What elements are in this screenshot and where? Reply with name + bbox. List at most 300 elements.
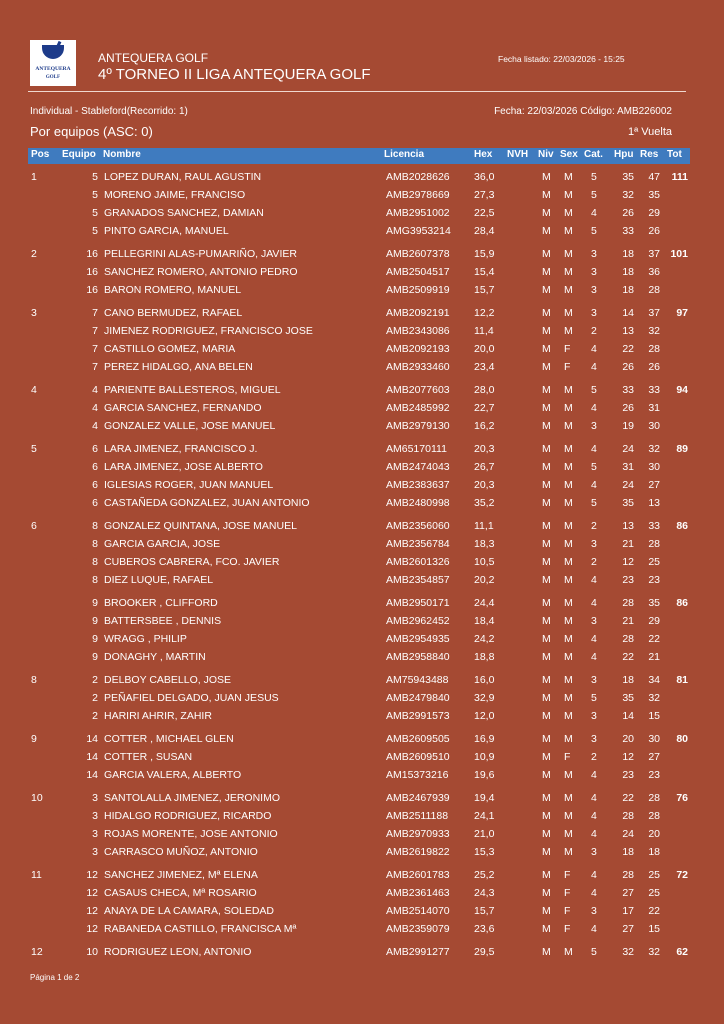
cell-lic: AMB2383637 (386, 479, 450, 491)
cell-team: 5 (92, 225, 98, 238)
cell-niv: M (542, 497, 551, 510)
table-row (28, 341, 690, 359)
cell-res: 22 (648, 904, 660, 917)
cell-team: 4 (92, 402, 98, 414)
cell-sex: M (564, 306, 573, 319)
cell-team: 9 (92, 596, 98, 609)
date-code: Fecha: 22/03/2026 Código: AMB226002 (494, 106, 672, 117)
cell-hpu: 12 (622, 556, 634, 568)
cell-cat: 4 (591, 361, 597, 374)
cell-res: 31 (648, 402, 660, 414)
cell-cat: 3 (591, 248, 597, 260)
cell-sex: F (564, 904, 571, 917)
cell-niv: M (542, 460, 551, 473)
cell-sex: F (564, 922, 571, 935)
cell-hpu: 28 (622, 596, 634, 609)
cell-niv: M (542, 361, 551, 374)
cell-name: RABANEDA CASTILLO, FRANCISCA Mª (104, 922, 297, 935)
page-number: Página 1 de 2 (30, 973, 80, 982)
cell-niv: M (542, 420, 551, 433)
table-row (28, 885, 690, 903)
cell-name: COTTER , MICHAEL GLEN (104, 732, 234, 745)
cell-hex: 18,3 (474, 537, 495, 550)
cell-niv: M (542, 556, 551, 568)
cell-sex: M (564, 383, 573, 396)
cell-cat: 4 (591, 791, 597, 804)
cell-name: GONZALEZ VALLE, JOSE MANUEL (104, 420, 276, 433)
cell-team: 6 (92, 442, 98, 455)
cell-hex: 18,4 (474, 614, 495, 627)
cell-name: BATTERSBEE , DENNIS (104, 614, 222, 627)
cell-hpu: 35 (622, 497, 634, 510)
cell-cat: 4 (591, 633, 597, 645)
cell-niv: M (542, 886, 551, 899)
cell-lic: AMB2958840 (386, 651, 450, 664)
cell-team: 6 (92, 479, 98, 491)
cell-name: ROJAS MORENTE, JOSE ANTONIO (104, 827, 278, 840)
cell-res: 26 (648, 225, 660, 238)
table-row (28, 323, 690, 341)
cell-name: CASAUS CHECA, Mª ROSARIO (104, 886, 257, 899)
cell-hpu: 28 (622, 868, 634, 881)
cell-niv: M (542, 442, 551, 455)
cell-sex: M (564, 420, 573, 433)
cell-name: LARA JIMENEZ, FRANCISCO J. (104, 442, 258, 455)
cell-hex: 16,2 (474, 420, 495, 433)
cell-sex: M (564, 225, 573, 238)
cell-pos: 12 (31, 945, 43, 958)
cell-hex: 23,4 (474, 361, 495, 374)
cell-cat: 5 (591, 383, 597, 396)
cell-name: PARIENTE BALLESTEROS, MIGUEL (104, 383, 281, 396)
cell-niv: M (542, 768, 551, 781)
cell-cat: 5 (591, 945, 597, 958)
cell-hpu: 21 (622, 614, 634, 627)
cell-hex: 25,2 (474, 868, 495, 881)
cell-lic: AMB2991277 (386, 945, 450, 958)
table-row (28, 205, 690, 223)
cell-cat: 4 (591, 343, 597, 356)
cell-cat: 3 (591, 420, 597, 433)
cell-lic: AMB2933460 (386, 361, 450, 374)
cell-tot: 72 (676, 868, 688, 881)
cell-res: 32 (648, 945, 660, 958)
cell-hpu: 32 (622, 945, 634, 958)
col-tot: Tot (667, 149, 682, 160)
cell-lic: AMB2077603 (386, 383, 450, 396)
cell-niv: M (542, 791, 551, 804)
cell-team: 12 (86, 868, 98, 881)
cell-hpu: 22 (622, 651, 634, 664)
cell-res: 23 (648, 574, 660, 587)
cell-res: 15 (648, 710, 660, 722)
cell-hex: 26,7 (474, 460, 495, 473)
cell-cat: 5 (591, 225, 597, 238)
table-row (28, 731, 690, 749)
cell-hex: 20,0 (474, 343, 495, 356)
cell-team: 8 (92, 574, 98, 587)
cell-hex: 24,1 (474, 809, 495, 822)
table-row (28, 169, 690, 187)
cell-hpu: 26 (622, 207, 634, 220)
cell-lic: AMB2092193 (386, 343, 450, 356)
cell-sex: M (564, 248, 573, 260)
cell-res: 28 (648, 284, 660, 297)
cell-hex: 11,4 (474, 325, 494, 337)
cell-hpu: 13 (622, 519, 634, 532)
cell-lic: AMB2359079 (386, 922, 450, 935)
cell-team: 4 (92, 420, 98, 433)
cell-name: GONZALEZ QUINTANA, JOSE MANUEL (104, 519, 297, 532)
cell-hex: 24,3 (474, 886, 495, 899)
table-row (28, 572, 690, 590)
table-row (28, 441, 690, 459)
cell-cat: 4 (591, 827, 597, 840)
table-row (28, 867, 690, 885)
cell-pos: 8 (31, 673, 37, 686)
cell-team: 9 (92, 633, 98, 645)
cell-team: 3 (92, 845, 98, 858)
cell-niv: M (542, 809, 551, 822)
cell-sex: F (564, 750, 571, 763)
cell-res: 27 (648, 750, 660, 763)
cell-lic: AMB2978669 (386, 189, 450, 202)
cell-team: 4 (92, 383, 98, 396)
cell-res: 37 (648, 248, 660, 260)
cell-name: BROOKER , CLIFFORD (104, 596, 218, 609)
table-row (28, 264, 690, 282)
cell-name: HIDALGO RODRIGUEZ, RICARDO (104, 809, 272, 822)
cell-res: 22 (648, 633, 660, 645)
cell-team: 16 (86, 266, 98, 279)
cell-cat: 4 (591, 651, 597, 664)
table-row (28, 631, 690, 649)
cell-cat: 3 (591, 673, 597, 686)
cell-niv: M (542, 710, 551, 722)
table-row (28, 459, 690, 477)
cell-res: 30 (648, 732, 660, 745)
cell-hex: 15,4 (474, 266, 495, 279)
cell-lic: AMB2509919 (386, 284, 450, 297)
cell-niv: M (542, 673, 551, 686)
cell-sex: M (564, 651, 573, 664)
cell-lic: AM65170111 (386, 442, 447, 455)
cell-pos: 11 (31, 868, 42, 881)
cell-res: 28 (648, 809, 660, 822)
cell-hpu: 21 (622, 537, 634, 550)
cell-team: 10 (86, 945, 98, 958)
cell-sex: M (564, 284, 573, 297)
cell-hex: 15,7 (474, 904, 495, 917)
cell-niv: M (542, 248, 551, 260)
cell-hpu: 35 (622, 691, 634, 704)
cell-name: PINTO GARCIA, MANUEL (104, 225, 229, 238)
cell-team: 12 (86, 922, 98, 935)
cell-cat: 5 (591, 497, 597, 510)
cell-res: 28 (648, 537, 660, 550)
cell-hpu: 27 (622, 886, 634, 899)
cell-cat: 3 (591, 732, 597, 745)
cell-res: 28 (648, 343, 660, 356)
cell-team: 2 (92, 673, 98, 686)
cell-hex: 11,1 (474, 519, 494, 532)
grouping-label: Por equipos (ASC: 0) (30, 124, 153, 139)
cell-hpu: 18 (622, 266, 634, 279)
cell-lic: AMB2601783 (386, 868, 450, 881)
cell-name: SANCHEZ ROMERO, ANTONIO PEDRO (104, 266, 298, 279)
cell-sex: F (564, 868, 571, 881)
cell-niv: M (542, 868, 551, 881)
cell-cat: 2 (591, 519, 597, 532)
cell-lic: AMB2609510 (386, 750, 450, 763)
cell-niv: M (542, 284, 551, 297)
cell-res: 37 (648, 306, 660, 319)
cell-lic: AMB2480998 (386, 497, 450, 510)
cell-name: COTTER , SUSAN (104, 750, 193, 763)
cell-sex: M (564, 266, 573, 279)
cell-lic: AMB2619822 (386, 845, 450, 858)
cell-hex: 24,4 (474, 596, 495, 609)
cell-cat: 3 (591, 614, 597, 627)
cell-lic: AMB2343086 (386, 325, 450, 337)
cell-niv: M (542, 519, 551, 532)
cell-niv: M (542, 614, 551, 627)
cell-pos: 5 (31, 442, 37, 455)
cell-team: 12 (86, 904, 98, 917)
cell-niv: M (542, 325, 551, 337)
cell-sex: F (564, 361, 571, 374)
cell-lic: AMB2609505 (386, 732, 450, 745)
cell-sex: M (564, 673, 573, 686)
cell-niv: M (542, 171, 551, 183)
competition-mode: Individual - Stableford(Recorrido: 1) (30, 106, 188, 117)
cell-sex: M (564, 442, 573, 455)
cell-name: GARCIA VALERA, ALBERTO (104, 768, 242, 781)
cell-lic: AMB2354857 (386, 574, 450, 587)
cell-niv: M (542, 651, 551, 664)
cell-res: 27 (648, 479, 660, 491)
cell-sex: M (564, 325, 573, 337)
cell-name: RODRIGUEZ LEON, ANTONIO (104, 945, 252, 958)
cell-hpu: 24 (622, 442, 634, 455)
col-niv: Niv (538, 149, 554, 160)
cell-pos: 2 (31, 248, 37, 260)
table-row (28, 844, 690, 862)
cell-lic: AMB2504517 (386, 266, 450, 279)
cell-hpu: 24 (622, 479, 634, 491)
cell-res: 25 (648, 556, 660, 568)
cell-hex: 23,6 (474, 922, 495, 935)
cell-hpu: 20 (622, 732, 634, 745)
cell-name: CUBEROS CABRERA, FCO. JAVIER (104, 556, 280, 568)
cell-lic: AMB2092191 (386, 306, 450, 319)
table-row (28, 690, 690, 708)
cell-pos: 4 (31, 383, 37, 396)
cell-hpu: 28 (622, 633, 634, 645)
cell-res: 25 (648, 886, 660, 899)
cell-cat: 4 (591, 207, 597, 220)
col-name: Nombre (103, 149, 141, 160)
cell-cat: 3 (591, 266, 597, 279)
cell-sex: M (564, 460, 573, 473)
cell-cat: 3 (591, 306, 597, 319)
table-row (28, 246, 690, 264)
cell-team: 14 (86, 768, 98, 781)
table-row (28, 826, 690, 844)
logo-text-line2: GOLF (45, 75, 61, 80)
cell-team: 5 (92, 171, 98, 183)
table-row (28, 282, 690, 300)
cell-team: 16 (86, 284, 98, 297)
cell-sex: M (564, 479, 573, 491)
cell-hex: 19,6 (474, 768, 495, 781)
cell-res: 28 (648, 791, 660, 804)
logo-text-line1: ANTEQUERA (35, 66, 71, 72)
table-row (28, 518, 690, 536)
cell-lic: AM75943488 (386, 673, 449, 686)
cell-hpu: 19 (622, 420, 634, 433)
table-row (28, 595, 690, 613)
table-row (28, 808, 690, 826)
cell-team: 5 (92, 207, 98, 220)
cell-niv: M (542, 904, 551, 917)
cell-tot: 94 (676, 383, 688, 396)
col-nvh: NVH (507, 149, 529, 160)
cell-name: ANAYA DE LA CAMARA, SOLEDAD (104, 904, 274, 917)
table-row (28, 708, 690, 726)
cell-hpu: 13 (622, 325, 634, 337)
cell-name: GARCIA GARCIA, JOSE (104, 537, 221, 550)
cell-niv: M (542, 479, 551, 491)
cell-cat: 5 (591, 189, 597, 202)
cell-name: DIEZ LUQUE, RAFAEL (104, 574, 214, 587)
cell-hpu: 14 (622, 306, 634, 319)
cell-cat: 4 (591, 809, 597, 822)
table-row (28, 649, 690, 667)
cell-team: 2 (92, 710, 98, 722)
table-row (28, 382, 690, 400)
cell-tot: 62 (676, 945, 688, 958)
cell-cat: 2 (591, 750, 597, 763)
cell-hex: 24,2 (474, 633, 495, 645)
table-row (28, 477, 690, 495)
cell-niv: M (542, 750, 551, 763)
cell-hpu: 32 (622, 189, 634, 202)
col-team: Equipo (62, 149, 96, 160)
cell-team: 6 (92, 497, 98, 510)
cell-lic: AMB2601326 (386, 556, 450, 568)
cell-niv: M (542, 189, 551, 202)
cell-hpu: 23 (622, 768, 634, 781)
club-name: ANTEQUERA GOLF (98, 51, 209, 65)
cell-sex: M (564, 207, 573, 220)
cell-sex: M (564, 768, 573, 781)
cell-niv: M (542, 691, 551, 704)
cell-cat: 5 (591, 691, 597, 704)
cell-res: 33 (648, 383, 660, 396)
cell-res: 26 (648, 361, 660, 374)
cell-lic: AMB2356784 (386, 537, 450, 550)
cell-hex: 20,2 (474, 574, 495, 587)
cell-hpu: 18 (622, 248, 634, 260)
cell-niv: M (542, 845, 551, 858)
cell-niv: M (542, 945, 551, 958)
table-row (28, 790, 690, 808)
cell-niv: M (542, 266, 551, 279)
cell-lic: AMB2361463 (386, 886, 450, 899)
cell-team: 14 (86, 750, 98, 763)
cell-sex: M (564, 710, 573, 722)
cell-hpu: 35 (622, 171, 634, 183)
cell-lic: AMB2962452 (386, 614, 450, 627)
cell-hex: 28,4 (474, 225, 495, 238)
col-cat: Cat. (584, 149, 603, 160)
cell-sex: M (564, 732, 573, 745)
cell-niv: M (542, 596, 551, 609)
cell-lic: AMB2991573 (386, 710, 450, 722)
cell-cat: 3 (591, 284, 597, 297)
cell-name: JIMENEZ RODRIGUEZ, FRANCISCO JOSE (104, 325, 313, 337)
cell-sex: M (564, 614, 573, 627)
cell-lic: AMB2954935 (386, 633, 450, 645)
cell-cat: 2 (591, 325, 597, 337)
cell-team: 3 (92, 809, 98, 822)
cell-niv: M (542, 306, 551, 319)
cell-hpu: 31 (622, 460, 634, 473)
cell-sex: M (564, 497, 573, 510)
cell-hpu: 26 (622, 402, 634, 414)
cell-pos: 9 (31, 732, 37, 745)
cell-team: 8 (92, 537, 98, 550)
cell-hex: 12,0 (474, 710, 495, 722)
cell-hpu: 26 (622, 361, 634, 374)
cell-sex: M (564, 402, 573, 414)
club-logo (30, 40, 76, 86)
cell-hpu: 22 (622, 343, 634, 356)
cell-hex: 10,5 (474, 556, 495, 568)
cell-niv: M (542, 402, 551, 414)
cell-lic: AMB2028626 (386, 171, 450, 183)
cell-name: WRAGG , PHILIP (104, 633, 187, 645)
table-row (28, 749, 690, 767)
col-hpu: Hpu (614, 149, 634, 160)
cell-sex: M (564, 809, 573, 822)
cell-sex: M (564, 556, 573, 568)
cell-hex: 12,2 (474, 306, 495, 319)
cell-hex: 27,3 (474, 189, 495, 202)
cell-team: 6 (92, 460, 98, 473)
cell-lic: AM15373216 (386, 768, 449, 781)
cell-cat: 4 (591, 402, 597, 414)
cell-sex: M (564, 596, 573, 609)
cell-team: 12 (86, 886, 98, 899)
cell-tot: 80 (676, 732, 688, 745)
cell-team: 3 (92, 791, 98, 804)
cell-hex: 18,8 (474, 651, 495, 664)
cell-hex: 35,2 (474, 497, 495, 510)
cell-cat: 5 (591, 171, 597, 183)
cell-res: 25 (648, 868, 660, 881)
cell-cat: 4 (591, 868, 597, 881)
cell-name: MORENO JAIME, FRANCISO (104, 189, 246, 202)
cell-sex: F (564, 343, 571, 356)
cell-hex: 36,0 (474, 171, 495, 183)
cell-name: GRANADOS SANCHEZ, DAMIAN (104, 207, 264, 220)
cell-res: 13 (648, 497, 660, 510)
table-row (28, 187, 690, 205)
cell-hex: 22,7 (474, 402, 495, 414)
cell-hex: 29,5 (474, 945, 495, 958)
